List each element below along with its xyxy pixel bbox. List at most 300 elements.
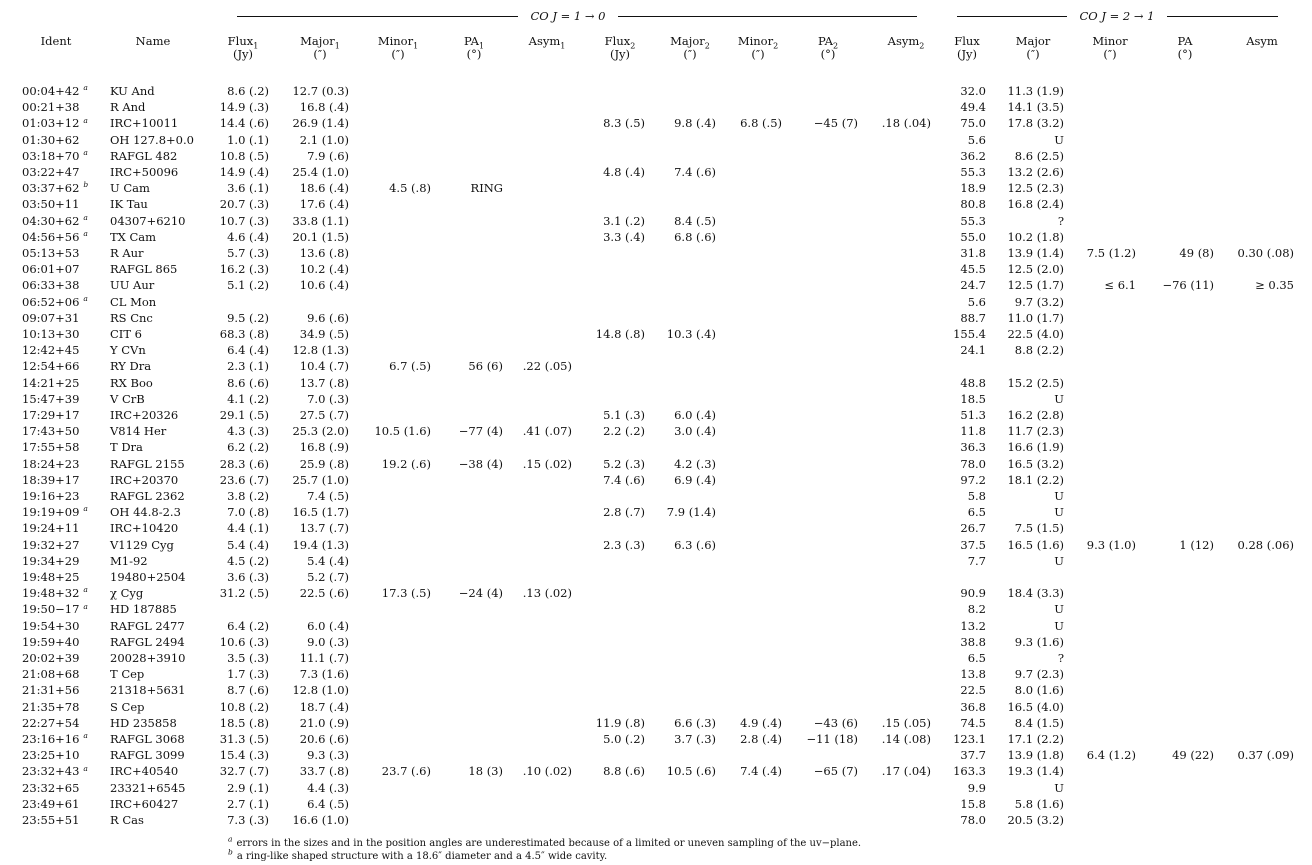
cell-value: RAFGL 865 xyxy=(110,262,178,277)
cell-value: 1.7 (.3) xyxy=(227,667,269,682)
table-cell-major xyxy=(1007,197,1064,211)
footnote-mark: a xyxy=(83,147,88,157)
table-cell-major2 xyxy=(667,505,716,519)
cell-value: 19:24+11 xyxy=(22,521,80,536)
table-cell-major1 xyxy=(300,246,349,260)
table-cell-name xyxy=(110,781,186,795)
cell-value: 9.3 (.3) xyxy=(307,748,349,763)
table-cell-major2 xyxy=(674,214,716,228)
cell-value: 14.9 (.3) xyxy=(219,100,269,115)
table-cell-flux xyxy=(960,635,986,649)
cell-value: 10.3 (.4) xyxy=(666,327,716,341)
cell-value: 7.4 (.5) xyxy=(307,489,349,503)
table-cell-name xyxy=(110,635,185,649)
cell-value: 3.1 (.2) xyxy=(603,213,645,228)
cell-value: V CrB xyxy=(110,391,145,406)
cell-value: .22 (.05) xyxy=(522,359,572,374)
table-cell-asym2 xyxy=(882,716,931,730)
table-cell-ident xyxy=(22,311,79,325)
table-cell-name xyxy=(110,327,142,341)
table-cell-minor1 xyxy=(389,181,431,195)
cell-value: 8.7 (.6) xyxy=(227,683,269,698)
table-cell-major xyxy=(1015,716,1064,730)
table-cell-name xyxy=(110,197,148,211)
table-cell-major xyxy=(1007,457,1064,471)
table-cell-name xyxy=(110,165,178,179)
cell-value: ? xyxy=(1057,213,1064,228)
cell-value: 20.7 (.3) xyxy=(219,197,269,212)
table-cell-name xyxy=(110,667,144,681)
table-cell-flux1 xyxy=(227,440,269,454)
table-cell-ident xyxy=(22,473,79,487)
cell-value: RING xyxy=(470,181,503,196)
cell-value: 12:54+66 xyxy=(22,359,80,374)
cell-value: 13.2 xyxy=(960,618,986,633)
table-cell-minor1 xyxy=(374,424,431,438)
cell-value: 31.3 (.5) xyxy=(219,732,269,746)
column-header-asym1 xyxy=(507,34,587,51)
table-cell-major xyxy=(1007,262,1064,276)
table-cell-ident xyxy=(22,424,79,438)
cell-value: RAFGL 2477 xyxy=(110,618,185,633)
cell-value: 163.3 xyxy=(953,764,986,779)
table-cell-major xyxy=(1007,748,1064,762)
table-cell-major xyxy=(1015,683,1064,697)
table-cell-ident xyxy=(22,359,79,373)
cell-value: Y CVn xyxy=(110,343,146,358)
cell-value: 24.7 xyxy=(960,278,986,293)
cell-value: 18.7 (.4) xyxy=(299,699,349,714)
cell-value: 155.4 xyxy=(953,327,986,341)
table-cell-major1 xyxy=(300,133,349,147)
table-cell-pa1 xyxy=(468,764,503,778)
cell-value: 14.1 (3.5) xyxy=(1007,100,1064,115)
table-cell-flux1 xyxy=(227,133,269,147)
cell-value: 7.0 (.8) xyxy=(227,505,269,520)
table-cell-ident xyxy=(22,181,88,195)
table-cell-major xyxy=(1054,554,1064,568)
table-cell-flux2 xyxy=(603,538,645,552)
cell-value: IRC+60427 xyxy=(110,796,179,811)
cell-value: 23:32+43 xyxy=(22,764,80,779)
table-cell-flux xyxy=(960,586,986,600)
column-header-ident xyxy=(16,35,96,48)
table-cell-major1 xyxy=(307,635,349,649)
table-cell-flux2 xyxy=(603,424,645,438)
cell-value: 18:39+17 xyxy=(22,472,80,487)
table-cell-name xyxy=(110,181,150,195)
header-label: Flux xyxy=(604,34,631,48)
cell-value: 5.7 (.3) xyxy=(227,246,269,260)
footnote-mark: a xyxy=(83,585,88,595)
table-cell-flux xyxy=(960,521,986,535)
cell-value: 6.7 (.5) xyxy=(389,359,431,374)
cell-value: 2.3 (.3) xyxy=(603,537,645,552)
table-cell-flux2 xyxy=(603,230,645,244)
cell-value: 10.5 (.6) xyxy=(666,764,716,779)
footnote-mark: b xyxy=(83,180,89,190)
cell-value: IRC+20370 xyxy=(110,472,179,487)
table-cell-flux1 xyxy=(227,246,269,260)
table-cell-flux1 xyxy=(220,764,269,778)
table-cell-major xyxy=(1015,343,1064,357)
table-cell-flux xyxy=(960,619,986,633)
footnote-mark: a xyxy=(83,601,88,611)
cell-value: U xyxy=(1054,132,1064,147)
cell-value: 16.2 (2.8) xyxy=(1007,408,1064,422)
table-cell-ident xyxy=(22,554,79,568)
table-cell-major1 xyxy=(300,651,349,665)
cell-value: U xyxy=(1054,780,1064,795)
table-cell-flux1 xyxy=(220,116,269,130)
table-cell-minor2 xyxy=(740,732,782,746)
cell-value: 33.7 (.8) xyxy=(299,764,349,779)
table-cell-asym2 xyxy=(882,116,931,130)
cell-value: 2.8 (.4) xyxy=(740,732,782,746)
table-cell-ident xyxy=(22,262,79,276)
table-cell-asym2 xyxy=(882,732,931,746)
column-header-major xyxy=(993,35,1073,61)
header-label: PA xyxy=(817,34,833,48)
table-cell-major1 xyxy=(292,84,349,98)
cell-value: R Cas xyxy=(110,813,144,827)
table-cell-major1 xyxy=(307,570,349,584)
cell-value: 7.9 (.6) xyxy=(307,148,349,163)
table-cell-minor xyxy=(1104,278,1136,292)
cell-value: 19:54+30 xyxy=(22,618,80,633)
cell-value: 04:30+62 xyxy=(22,213,80,228)
table-cell-flux xyxy=(968,781,986,795)
table-cell-flux xyxy=(960,473,986,487)
footnote xyxy=(228,847,608,863)
cell-value: 5.0 (.2) xyxy=(603,732,645,746)
table-cell-major1 xyxy=(292,538,349,552)
cell-value: 6.0 (.4) xyxy=(307,618,349,633)
table-cell-major1 xyxy=(300,278,349,292)
group-label: CO J = 1 → 0 xyxy=(530,9,606,23)
table-cell-flux xyxy=(960,149,986,163)
table-cell-major xyxy=(1007,424,1064,438)
cell-value: 8.6 (.6) xyxy=(227,375,269,390)
table-cell-flux xyxy=(960,797,986,811)
table-cell-major xyxy=(1007,700,1064,714)
cell-value: 12.5 (2.3) xyxy=(1007,181,1064,196)
footnote-mark: b xyxy=(228,847,233,857)
cell-value: U xyxy=(1054,391,1064,406)
table-cell-major xyxy=(1007,278,1064,292)
cell-value: U xyxy=(1054,553,1064,568)
table-cell-flux xyxy=(960,376,986,390)
table-cell-flux1 xyxy=(227,521,269,535)
table-cell-major2 xyxy=(674,473,716,487)
header-unit: (″) xyxy=(683,47,697,61)
cell-value: 31.8 xyxy=(960,246,986,260)
table-cell-flux1 xyxy=(227,311,269,325)
cell-value: 32.0 xyxy=(960,84,986,98)
cell-value: 03:22+47 xyxy=(22,165,80,179)
cell-value: 00:21+38 xyxy=(22,100,80,115)
table-cell-ident xyxy=(22,149,88,163)
cell-value: KU And xyxy=(110,84,155,98)
table-cell-flux xyxy=(968,505,986,519)
table-cell-major1 xyxy=(300,700,349,714)
table-cell-ident xyxy=(22,813,79,827)
table-cell-ident xyxy=(22,683,79,697)
cell-value: 19:34+29 xyxy=(22,553,80,568)
table-cell-name xyxy=(110,489,185,503)
table-cell-major xyxy=(1054,602,1064,616)
cell-value: 7.4 (.4) xyxy=(740,764,782,779)
cell-value: 15:47+39 xyxy=(22,391,80,406)
table-cell-flux1 xyxy=(220,748,269,762)
cell-value: 00:04+42 xyxy=(22,84,80,98)
table-cell-name xyxy=(110,586,143,600)
cell-value: 26.7 xyxy=(960,521,986,536)
cell-value: 10.2 (.4) xyxy=(299,262,349,277)
cell-value: RS Cnc xyxy=(110,310,153,325)
cell-value: 13.7 (.8) xyxy=(299,375,349,390)
cell-value: 20028+3910 xyxy=(110,651,186,665)
header-subscript: 2 xyxy=(704,41,710,51)
table-cell-name xyxy=(110,683,186,697)
table-cell-flux2 xyxy=(596,716,645,730)
cell-value: −45 (7) xyxy=(813,116,858,131)
table-cell-flux2 xyxy=(603,116,645,130)
cell-value: 12:42+45 xyxy=(22,343,80,358)
cell-value: CL Mon xyxy=(110,294,157,309)
cell-value: 29.1 (.5) xyxy=(219,408,269,422)
table-cell-major1 xyxy=(292,343,349,357)
table-cell-major1 xyxy=(307,748,349,762)
cell-value: 5.2 (.3) xyxy=(603,456,645,471)
cell-value: 21:31+56 xyxy=(22,683,80,698)
table-cell-ident xyxy=(22,700,79,714)
header-subscript: 2 xyxy=(919,41,925,51)
table-cell-flux1 xyxy=(220,214,269,228)
table-cell-major xyxy=(1007,311,1064,325)
cell-value: 19.2 (.6) xyxy=(381,456,431,471)
cell-value: 8.0 (1.6) xyxy=(1014,683,1064,698)
cell-value: 16.8 (2.4) xyxy=(1007,197,1064,212)
cell-value: 7.3 (1.6) xyxy=(299,667,349,682)
column-header-name xyxy=(113,35,193,48)
table-cell-major1 xyxy=(307,781,349,795)
cell-value: 18.9 xyxy=(960,181,986,196)
table-cell-minor2 xyxy=(740,716,782,730)
cell-value: 4.5 (.2) xyxy=(227,553,269,568)
table-cell-ident xyxy=(22,602,88,616)
table-cell-name xyxy=(110,554,148,568)
table-cell-asym xyxy=(1237,748,1294,762)
header-label: Asym xyxy=(1246,34,1278,48)
cell-value: 8.8 (2.2) xyxy=(1014,343,1064,358)
table-cell-flux xyxy=(968,489,986,503)
table-cell-flux1 xyxy=(227,797,269,811)
table-cell-flux1 xyxy=(227,781,269,795)
cell-value: 06:52+06 xyxy=(22,294,80,309)
table-cell-ident xyxy=(22,408,79,422)
table-cell-minor2 xyxy=(740,116,782,130)
table-cell-flux1 xyxy=(227,376,269,390)
table-cell-asym1 xyxy=(523,764,572,778)
cell-value: 04307+6210 xyxy=(110,213,186,228)
cell-value: 8.6 (.2) xyxy=(227,84,269,98)
table-cell-major xyxy=(1007,165,1064,179)
cell-value: 74.5 xyxy=(960,715,986,730)
cell-value: 23:32+65 xyxy=(22,780,80,795)
table-cell-ident xyxy=(22,667,79,681)
table-cell-major2 xyxy=(674,732,716,746)
header-unit: (Jy) xyxy=(956,47,978,61)
table-cell-ident xyxy=(22,781,79,795)
cell-value: R Aur xyxy=(110,246,144,260)
cell-value: 19:19+09 xyxy=(22,505,80,520)
footnote-mark: a xyxy=(83,763,88,773)
cell-value: 21318+5631 xyxy=(110,683,186,698)
cell-value: 10.7 (.3) xyxy=(219,213,269,228)
cell-value: 03:18+70 xyxy=(22,148,80,163)
table-cell-name xyxy=(110,84,155,98)
cell-value: 16.8 (.9) xyxy=(299,440,349,455)
table-cell-major2 xyxy=(674,165,716,179)
cell-value: 9.7 (3.2) xyxy=(1014,294,1064,309)
cell-value: 19:32+27 xyxy=(22,537,80,552)
cell-value: 5.8 (1.6) xyxy=(1014,796,1064,811)
table-cell-pa xyxy=(1179,538,1214,552)
footnote xyxy=(228,834,862,850)
footnote-text: a ring-like shaped structure with a 18.6″ diameter and a 4.5″ wide cavity. xyxy=(236,851,608,862)
cell-value: 0.30 (.08) xyxy=(1237,246,1294,260)
cell-value: 7.5 (1.5) xyxy=(1014,521,1064,536)
table-cell-major1 xyxy=(300,376,349,390)
table-cell-flux xyxy=(960,538,986,552)
cell-value: 3.7 (.3) xyxy=(674,732,716,746)
table-cell-major2 xyxy=(674,408,716,422)
table-cell-ident xyxy=(22,651,79,665)
cell-value: 4.2 (.3) xyxy=(674,456,716,471)
cell-value: 11.7 (2.3) xyxy=(1007,424,1064,439)
cell-value: M1-92 xyxy=(110,553,148,568)
header-unit: (Jy) xyxy=(232,47,254,61)
cell-value: 12.7 (0.3) xyxy=(292,84,349,98)
cell-value: 5.8 xyxy=(967,489,986,503)
table-cell-ident xyxy=(22,538,79,552)
cell-value: −11 (18) xyxy=(806,732,858,746)
table-cell-major1 xyxy=(292,214,349,228)
table-cell-flux xyxy=(960,246,986,260)
cell-value: 6.3 (.6) xyxy=(674,537,716,552)
cell-value: 17:55+58 xyxy=(22,440,80,455)
cell-value: T Dra xyxy=(110,440,143,455)
table-cell-major xyxy=(1058,214,1064,228)
cell-value: 22.5 xyxy=(960,683,986,698)
table-cell-name xyxy=(110,813,144,827)
cell-value: 0.28 (.06) xyxy=(1237,537,1294,552)
cell-value: 37.7 xyxy=(960,748,986,763)
table-cell-flux xyxy=(960,440,986,454)
cell-value: 15.4 (.3) xyxy=(219,748,269,763)
cell-value: 13.2 (2.6) xyxy=(1007,165,1064,179)
header-unit: (″) xyxy=(313,47,327,61)
table-cell-major xyxy=(1058,651,1064,665)
cell-value: IRC+40540 xyxy=(110,764,179,779)
cell-value: 19:48+32 xyxy=(22,586,80,601)
table-cell-major1 xyxy=(300,586,349,600)
table-cell-flux1 xyxy=(227,230,269,244)
table-cell-minor1 xyxy=(382,457,431,471)
table-cell-major xyxy=(1007,586,1064,600)
cell-value: 4.9 (.4) xyxy=(740,715,782,730)
table-cell-name xyxy=(110,748,185,762)
cell-value: −65 (7) xyxy=(813,764,858,779)
cell-value: 14.4 (.6) xyxy=(219,116,269,131)
cell-value: 21:08+68 xyxy=(22,667,80,682)
table-cell-name xyxy=(110,440,143,454)
cell-value: HD 187885 xyxy=(110,602,177,617)
cell-value: 49.4 xyxy=(960,100,986,115)
footnote-mark: a xyxy=(83,212,88,222)
table-cell-major xyxy=(1015,295,1064,309)
table-cell-major2 xyxy=(674,230,716,244)
table-cell-name xyxy=(110,116,178,130)
table-cell-flux2 xyxy=(596,327,645,341)
cell-value: IRC+20326 xyxy=(110,408,179,422)
table-cell-major1 xyxy=(307,149,349,163)
table-cell-flux1 xyxy=(227,343,269,357)
cell-value: 9.7 (2.3) xyxy=(1014,667,1064,682)
cell-value: UU Aur xyxy=(110,278,155,293)
table-cell-flux xyxy=(960,343,986,357)
table-cell-major2 xyxy=(667,764,716,778)
cell-value: 4.8 (.4) xyxy=(603,165,645,179)
cell-value: IRC+10011 xyxy=(110,116,179,131)
table-cell-flux2 xyxy=(603,764,645,778)
group-rule xyxy=(957,16,1067,17)
cell-value: 4.4 (.1) xyxy=(227,521,269,536)
table-cell-flux xyxy=(960,667,986,681)
cell-value: 25.7 (1.0) xyxy=(292,472,349,487)
cell-value: 19:48+25 xyxy=(22,570,80,584)
cell-value: 23:25+10 xyxy=(22,748,80,763)
header-unit: (°) xyxy=(1177,47,1193,61)
header-subscript: 1 xyxy=(253,41,259,51)
cell-value: 10:13+30 xyxy=(22,327,80,341)
cell-value: 13.9 (1.8) xyxy=(1007,748,1064,763)
table-cell-flux xyxy=(960,181,986,195)
cell-value: 2.1 (1.0) xyxy=(299,132,349,147)
table-cell-pa xyxy=(1172,748,1214,762)
table-cell-flux xyxy=(968,133,986,147)
group-rule xyxy=(1167,16,1278,17)
header-unit: (″) xyxy=(751,47,765,61)
table-cell-ident xyxy=(22,619,79,633)
cell-value: 6.8 (.5) xyxy=(740,116,782,131)
table-cell-major1 xyxy=(300,181,349,195)
footnote-mark: a xyxy=(228,834,233,844)
table-cell-flux1 xyxy=(227,667,269,681)
table-cell-pa xyxy=(1179,246,1214,260)
table-cell-name xyxy=(110,408,178,422)
cell-value: 6.5 xyxy=(967,651,986,665)
cell-value: 16.5 (1.7) xyxy=(292,505,349,520)
header-unit: (Jy) xyxy=(609,47,631,61)
cell-value: .10 (.02) xyxy=(522,764,572,779)
table-cell-flux xyxy=(960,813,986,827)
cell-value: 45.5 xyxy=(960,262,986,277)
table-cell-major xyxy=(1015,635,1064,649)
cell-value: 31.2 (.5) xyxy=(219,586,269,601)
table-cell-name xyxy=(110,651,186,665)
